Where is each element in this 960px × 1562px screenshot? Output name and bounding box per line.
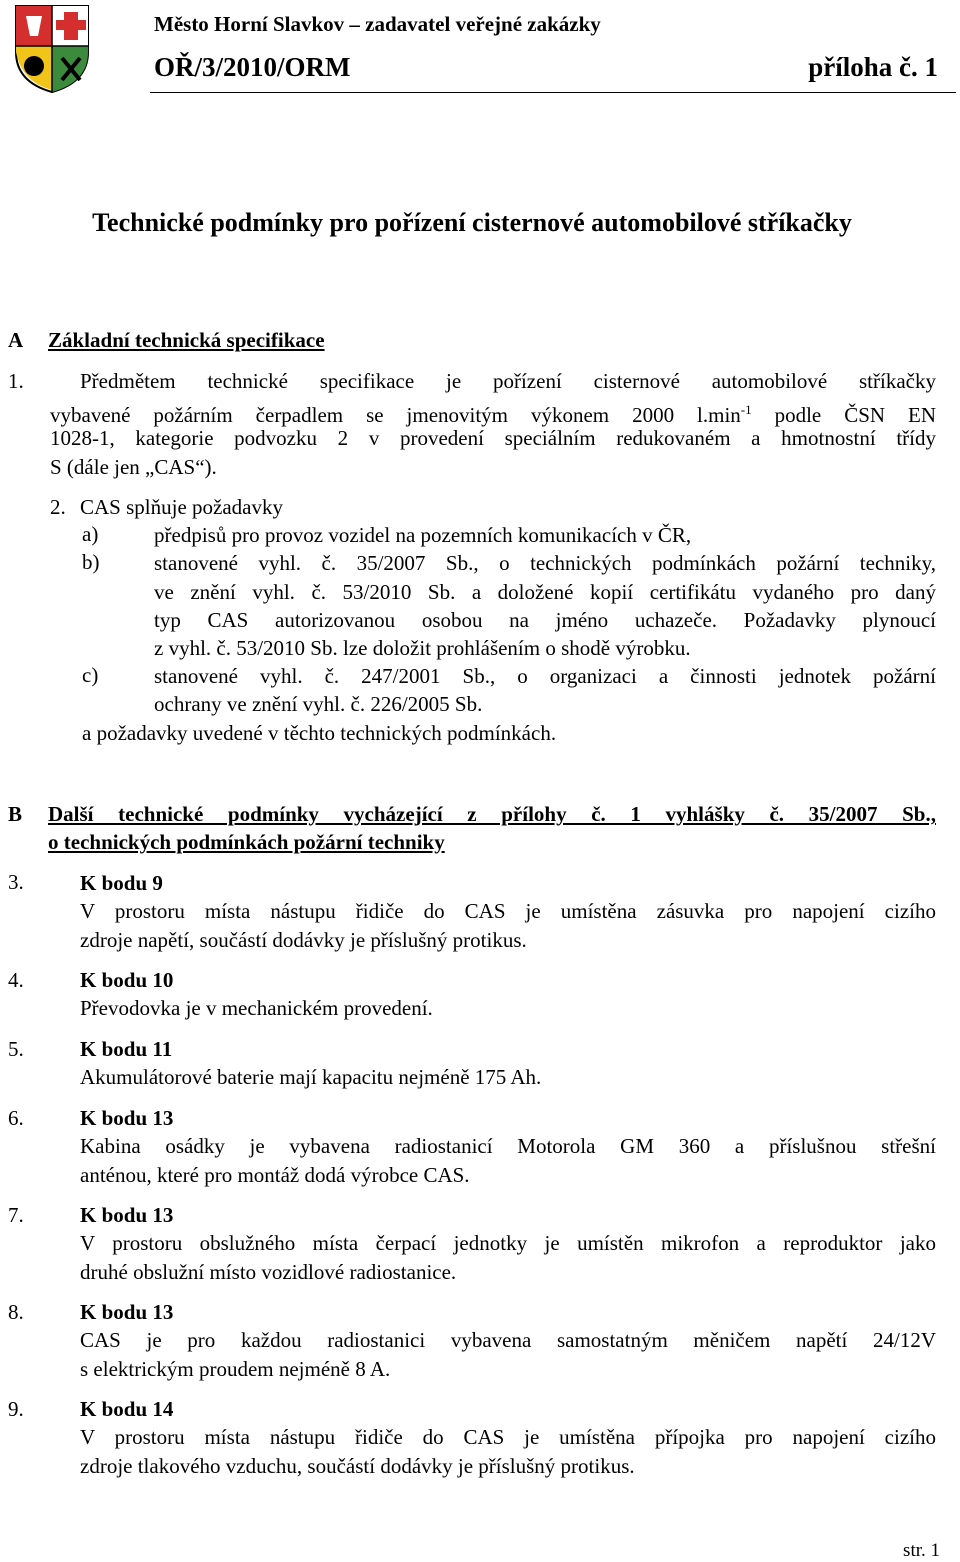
coat-of-arms-icon [12,2,92,94]
item-2b-label: b) [82,550,100,574]
document-title: Technické podmínky pro pořízení cisternové automobilové stříkačky [92,208,852,237]
item-8-number: 8. [8,1300,24,1324]
item-2a-text: předpisů pro provoz vozidel na pozemních komunikacích v ČR, [154,523,692,547]
item-4-number: 4. [8,968,24,992]
item-8-line-2: s elektrickým proudem nejméně 8 A. [80,1357,391,1381]
item-2b-line-1: stanovené vyhl. č. 35/2007 Sb., o technických podmínkách požární techniky, [154,551,936,575]
header-city: Město Horní Slavkov – zadavatel veřejné zakázky [154,12,601,36]
item-2c-line-2: ochrany ve znění vyhl. č. 226/2005 Sb. [154,692,483,716]
item-2b-line-4: z vyhl. č. 53/2010 Sb. lze doložit prohlášením o shodě výrobku. [154,636,691,660]
item-3-line-1: V prostoru místa nástupu řidiče do CAS je umístěna zásuvka pro napojení cizího [80,899,936,923]
header-reference: OŘ/3/2010/ORM [154,52,351,82]
item-8-heading: K bodu 13 [80,1300,174,1324]
page-number: str. 1 [903,1540,940,1561]
item-2b-line-2: ve znění vyhl. č. 53/2010 Sb. a doložené kopií certifikátu vydaného pro daný [154,580,936,604]
item-6-heading: K bodu 13 [80,1106,174,1130]
item-3-number: 3. [8,870,24,894]
item-2c-line-1: stanovené vyhl. č. 247/2001 Sb., o organizaci a činnosti jednotek požární [154,664,936,688]
item-5-line-1: Akumulátorové baterie mají kapacitu nejméně 175 Ah. [80,1065,542,1089]
item-9-number: 9. [8,1397,24,1421]
item-1-line-2: vybavené požárním čerpadlem se jmenovitým výkonem 2000 $l.\min^{-1}$ podle ČSN EN [50,402,937,427]
item-2a-label: a) [82,522,99,546]
item-2b-line-3: typ CAS autorizovanou osobou na jméno uchazeče. Požadavky plynoucí [154,608,936,632]
item-3-line-2: zdroje napětí, součástí dodávky je příslušný protikus. [80,928,527,952]
item-9-heading: K bodu 14 [80,1397,174,1421]
section-a-title: Základní technická specifikace [48,328,325,352]
item-1-line-1: Předmětem technické specifikace je pořízení cisternové automobilové stříkačky [80,369,936,393]
section-b-title-line-1: Další technické podmínky vycházející z přílohy č. 1 vyhlášky č. 35/2007 Sb., [48,802,936,826]
item-6-line-1: Kabina osádky je vybavena radiostanicí Motorola GM 360 a příslušnou střešní [80,1134,936,1158]
item-1-line-4: S (dále jen „CAS“). [50,455,217,479]
item-3-heading: K bodu 9 [80,871,163,895]
section-a-letter: A [8,328,24,352]
town-coat-of-arms [12,2,92,94]
section-b-letter: B [8,802,23,826]
item-2-intro: CAS splňuje požadavky [80,495,283,519]
item-6-line-2: anténou, které pro montáž dodá výrobce CAS. [80,1163,470,1187]
item-4-line-1: Převodovka je v mechanickém provedení. [80,996,433,1020]
section-b-title-line-2: o technických podmínkách požární techniky [48,830,445,854]
item-7-line-1: V prostoru obslužného místa čerpací jednotky je umístěn mikrofon a reproduktor jako [80,1231,936,1255]
header-annex: příloha č. 1 [808,52,938,82]
item-7-heading: K bodu 13 [80,1203,174,1227]
item-1-number: 1. [8,369,24,393]
item-2-number: 2. [50,495,66,519]
item-2-closing: a požadavky uvedené v těchto technických podmínkách. [82,721,557,745]
item-7-line-2: druhé obslužní místo vozidlové radiostanice. [80,1260,457,1284]
item-4-heading: K bodu 10 [80,968,174,992]
item-2c-label: c) [82,663,99,687]
item-7-number: 7. [8,1203,24,1227]
item-8-line-1: CAS je pro každou radiostanici vybavena samostatným měničem napětí 24/12V [80,1328,936,1352]
item-1-line-3: 1028-1, kategorie podvozku 2 v provedení speciálním redukovaném a hmotnostní třídy [50,426,936,450]
item-9-line-1: V prostoru místa nástupu řidiče do CAS je umístěna přípojka pro napojení cizího [80,1425,936,1449]
item-5-number: 5. [8,1037,24,1061]
item-9-line-2: zdroje tlakového vzduchu, součástí dodávky je příslušný protikus. [80,1454,635,1478]
header-divider [150,92,956,93]
item-6-number: 6. [8,1106,24,1130]
item-5-heading: K bodu 11 [80,1037,173,1061]
